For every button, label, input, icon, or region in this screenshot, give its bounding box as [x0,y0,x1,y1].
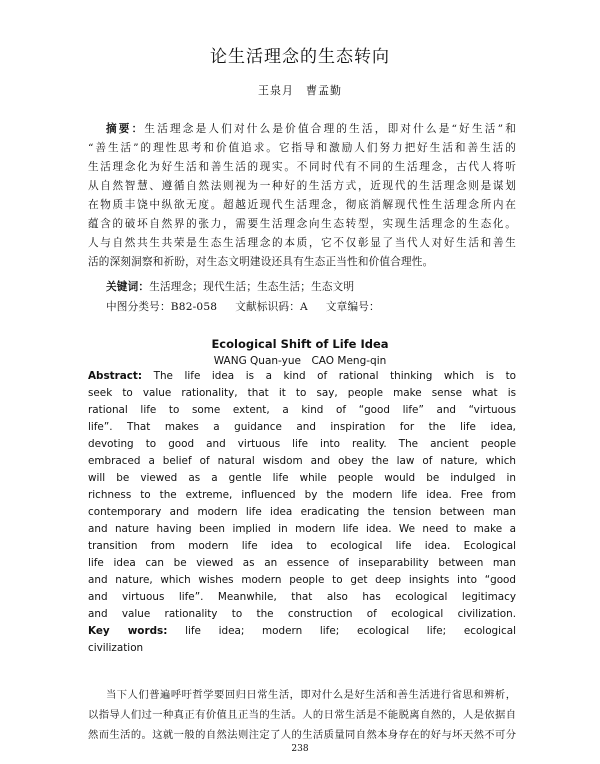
abstract-cn-label: 摘要： [106,123,145,135]
abstract-en-line: life”. That makes a guidance and inspiration for the life idea, [88,421,516,433]
paper-title: 论生活理念的生态转向 [210,47,390,67]
abstract-en-line: devoting to good and virtuous life into reality. The ancient people [88,438,516,450]
abstract-en-line: contemporary and modern life idea eradicating the tension between man [88,506,516,518]
body-paragraph-line: 当下人们普遍呼吁哲学要回归日常生活，即对什么是好生活和善生活进行省思和辨析， [106,689,516,701]
keywords-en [88,625,516,637]
keywords-en-value: life idea; modern life; ecological life; ecological [167,625,516,637]
abstract-en-line [88,370,516,382]
abstract-en-line: rational life to some extent, a kind of “good life” and “virtuous [88,404,516,416]
abstract-en-line: transition from modern life idea to ecological life idea. Ecological [88,540,516,552]
abstract-en-line: and value rationality to the construction of ecological civilization. [88,608,516,620]
doc-code-label: 文献标识码： [235,301,300,313]
body-paragraph-line: 以指导人们过一种真正有价值且正当的生活。人的日常生活是不能脱离自然的，人是依据自 [88,709,516,721]
abstract-en-line: and nature, which wishes modern people to get deep insights into “good [88,574,516,586]
abstract-en-first: The life idea is a kind of rational thinking which is to [142,370,516,382]
abstract-cn-line: 在物质丰饶中纵欲无度。超越近现代生活理念，彻底消解现代性生活理念所内在 [88,199,516,211]
keywords-cn-label: 关键词： [106,281,150,293]
abstract-en-line: life idea can be viewed as an essence of inseparability between man [88,557,516,569]
abstract-cn-line: 活的深刻洞察和祈盼，对生态文明建设还具有生态正当性和价值合理性。 [88,256,434,268]
abstract-cn-line: 蕴含的破坏自然界的张力，需要生活理念向生态转型，实现生活理念的生态化。 [88,218,516,230]
abstract-en-line: will be viewed as a gentle life while people would be indulged in [88,472,516,484]
keywords-cn [106,279,354,294]
body-paragraph-line: 然而生活的。这就一般的自然法则注定了人的生活质量同自然本身存在的好与坏天然不可分 [88,729,516,741]
classification-line [106,299,380,314]
page-number: 238 [291,744,309,754]
abstract-en-label: Abstract: [88,370,143,382]
doc-code-value: A [300,301,308,313]
keywords-en-continued: civilization [88,642,144,654]
abstract-cn-line: “善生活”的理性思考和价值追求。它指导和激励人们努力把好生活和善生活的 [88,142,516,154]
abstract-en-line: and nature having been implied in modern life idea. We need to make a [88,523,516,535]
abstract-cn-line [106,121,516,136]
clc-value: B82-058 [170,301,218,313]
article-number-label: 文章编号： [325,301,380,313]
abstract-en-line: embraced a belief of natural wisdom and obey the law of nature, which [88,455,516,467]
abstract-cn-line: 从自然智慧、遵循自然法则视为一种好的生活方式，近现代的生活理念则是谋划 [88,180,516,192]
english-title: Ecological Shift of Life Idea [211,337,389,351]
abstract-en-line: seek to value rationality, that it to say, people make sense what is [88,387,516,399]
clc-label: 中图分类号： [106,301,171,313]
keywords-cn-value: 生活理念；现代生活；生态生活；生态文明 [149,281,355,293]
abstract-cn-text: 生活理念是人们对什么是价值合理的生活，即对什么是“好生活”和 [144,123,516,135]
abstract-en-line: and virtuous life”. Meanwhile, that also has ecological legitimacy [88,591,516,603]
abstract-en-line: richness to the extreme, influenced by the modern life idea. Free from [88,489,516,501]
abstract-cn-line: 生活理念化为好生活和善生活的现实。不同时代有不同的生活理念，古代人将听 [88,161,516,173]
keywords-en-label: Key words: [88,625,168,637]
english-authors: WANG Quan-yue CAO Meng-qin [213,355,387,367]
authors-chinese: 王泉月 曹孟勤 [258,84,342,97]
abstract-cn-line: 人与自然共生共荣是生态生活理念的本质，它不仅彰显了当代人对好生活和善生 [88,237,516,249]
